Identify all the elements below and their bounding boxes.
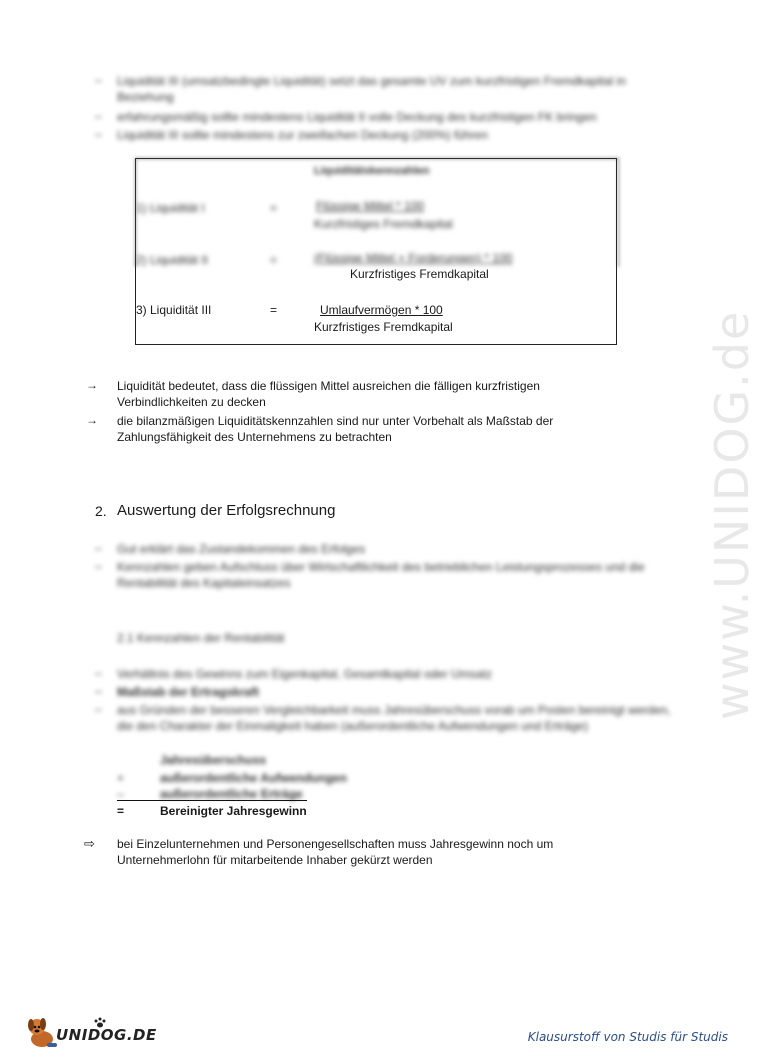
list-item: bei Einzelunternehmen und Personengesellschaften muss Jahresgewinn noch um Unternehmerlohn für mitarbeitende Inhaber gekürzt werden <box>117 837 554 867</box>
list-item: Kennzahlen geben Aufschluss über Wirtschaftlichkeit des betrieblichen Leistungsprozesses und die Rentabilität des Kapitaleinsatzes <box>117 560 645 590</box>
list-marker: – <box>95 73 102 87</box>
list-item: Maßstab der Ertragskraft <box>117 685 260 699</box>
hollow-arrow-icon: ⇨ <box>84 836 95 851</box>
list-marker: – <box>95 109 102 123</box>
list-item: Gut erklärt das Zustandekommen des Erfolges <box>117 542 366 556</box>
table-row-denominator: Kurzfristiges Fremdkapital <box>314 217 453 231</box>
arrow-right-icon: → <box>86 413 98 427</box>
table-row-eq: = <box>270 303 278 317</box>
calc-row-text: außerordentliche Erträge <box>160 787 303 801</box>
list-item: erfahrungsmäßig sollte mindestens Liquidität II volle Deckung des kurzfristigen FK bringen <box>117 110 597 124</box>
list-marker: – <box>95 666 102 680</box>
table-row-numerator: Umlaufvermögen * 100 <box>320 303 443 317</box>
list-item: Liquidität III sollte mindestens zur zweifachen Deckung (200%) führen <box>117 128 488 142</box>
calc-row-text: außerordentliche Aufwendungen <box>160 771 347 785</box>
calc-row-op: = <box>117 804 125 818</box>
table-row-label: 1) Liquidität I <box>136 201 205 215</box>
section-title: Auswertung der Erfolgsrechnung <box>117 502 336 519</box>
section-number: 2. <box>95 503 107 519</box>
table-row-denominator: Kurzfristiges Fremdkapital <box>314 320 453 334</box>
arrow-right-icon: → <box>86 378 98 392</box>
list-item: Liquidität bedeutet, dass die flüssigen Mittel ausreichen die fälligen kurzfristigen Verbindlichkeiten zu decken <box>117 379 540 409</box>
calc-row-text: Bereinigter Jahresgewinn <box>160 804 307 818</box>
list-item: Verhältnis des Gewinns zum Eigenkapital, Gesamtkapital oder Umsatz <box>117 667 492 681</box>
logo-text: UNIDOG.DE <box>56 1026 157 1044</box>
list-item: Liquidität III (umsatzbedingte Liquidität) setzt das gesamte UV zum kurzfristigen Fremdkapital in Beziehung <box>117 74 626 104</box>
watermark: www.UNIDOG.de <box>705 309 759 720</box>
list-marker: – <box>95 541 102 555</box>
table-row-label: 3) Liquidität III <box>136 303 212 317</box>
table-title: Liquiditätskennzahlen <box>314 165 430 177</box>
subsection-title: 2.1 Kennzahlen der Rentabilität <box>117 631 285 645</box>
calc-row-text: Jahresüberschuss <box>160 753 267 767</box>
list-item: die bilanzmäßigen Liquiditätskennzahlen sind nur unter Vorbehalt als Maßstab der Zahlungsfähigkeit des Unternehmens zu betrachten <box>117 414 554 444</box>
footer-tagline: Klausurstoff von Studis für Studis <box>527 1030 728 1044</box>
list-marker: – <box>95 684 102 698</box>
table-row-numerator: (Flüssige Mittel + Forderungen) * 100 <box>314 251 513 265</box>
table-row-eq: = <box>270 253 278 267</box>
liquidity-table <box>135 158 617 345</box>
list-marker: – <box>95 702 102 716</box>
sum-rule <box>117 800 307 801</box>
calc-row-op: + <box>117 771 125 785</box>
table-row-label: 2) Liquidität II <box>136 253 209 267</box>
list-marker: – <box>95 559 102 573</box>
table-row-denominator: Kurzfristiges Fremdkapital <box>350 267 489 281</box>
list-item: aus Gründen der besseren Vergleichbarkeit muss Jahresüberschuss vorab um Posten bereinigt werden, die den Charakter der Einmaligkeit haben (außerordentliche Aufwendungen und Erträge) <box>117 703 671 733</box>
list-marker: – <box>95 127 102 141</box>
calc-row-op: – <box>117 787 124 801</box>
table-row-eq: = <box>270 201 278 215</box>
table-row-numerator: Flüssige Mittel * 100 <box>316 199 425 213</box>
